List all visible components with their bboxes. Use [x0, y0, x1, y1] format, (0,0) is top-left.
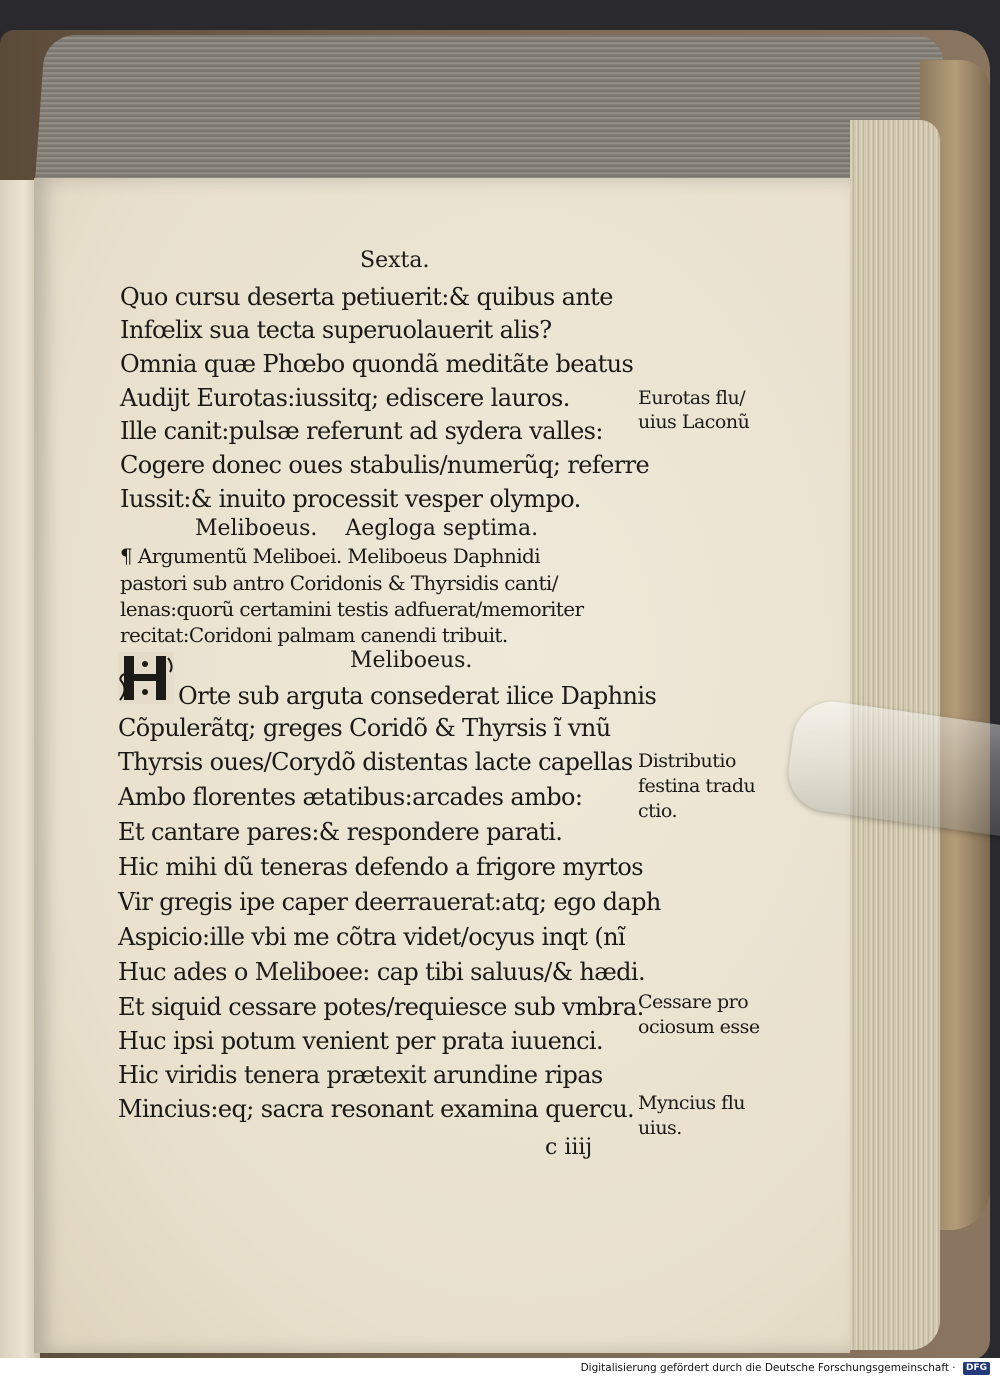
poem-line: Mincius:eq; sacra resonant examina quercu.	[118, 1095, 635, 1123]
poem-line: Et siquid cessare potes/requiesce sub vmbra.	[118, 993, 644, 1021]
poem-line: Huc ades o Meliboee: cap tibi saluus/& hædi.	[118, 958, 646, 986]
text-line: Quo cursu deserta petiuerit:& quibus ante	[120, 283, 613, 311]
marginal-gloss: Myncius flu	[638, 1092, 746, 1114]
page-title: Sexta.	[360, 248, 430, 273]
poem-line: Thyrsis oues/Corydõ distentas lacte capellas	[118, 748, 633, 776]
poem-line: Et cantare pares:& respondere parati.	[118, 818, 563, 846]
funding-credit	[581, 1359, 990, 1377]
marginal-gloss: Cessare pro	[638, 991, 749, 1013]
poem-line: Cõpulerãtq; greges Coridõ & Thyrsis ĩ vnũ	[118, 714, 611, 742]
poem-line: Orte sub arguta consederat ilice Daphnis	[178, 682, 657, 710]
marginal-gloss: uius.	[638, 1117, 682, 1139]
decorated-initial-icon	[118, 652, 174, 704]
argument-line: pastori sub antro Coridonis & Thyrsidis canti/	[120, 571, 558, 595]
section-heading: Meliboeus. Aegloga septima.	[195, 516, 539, 541]
argument-line: recitat:Coridoni palmam canendi tribuit.	[120, 623, 508, 647]
poem-line: Ambo florentes ætatibus:arcades ambo:	[118, 783, 583, 811]
text-line: Cogere donec oues stabulis/numerũq; referre	[120, 451, 650, 479]
poem-line: Hic mihi dũ teneras defendo a frigore myrtos	[118, 853, 643, 881]
page-edges-top	[35, 35, 945, 185]
marginal-gloss: ctio.	[638, 800, 677, 822]
marginal-gloss: ociosum esse	[638, 1016, 760, 1038]
text-line: Ille canit:pulsæ referunt ad sydera valles:	[120, 417, 603, 445]
signature-mark: c iiij	[545, 1135, 593, 1160]
marginal-gloss: festina tradu	[638, 775, 756, 797]
poem-line: Aspicio:ille vbi me cõtra videt/ocyus inqt (nĩ	[118, 923, 626, 951]
poem-line: Vir gregis ipe caper deerrauerat:atq; ego daph	[118, 888, 661, 916]
credit-text: Digitalisierung gefördert durch die Deutsche Forschungsgemeinschaft ·	[580, 1362, 956, 1374]
argument-line: ¶ Argumentũ Meliboei. Meliboeus Daphnidi	[120, 544, 541, 568]
text-line: Iussit:& inuito processit vesper olympo.	[120, 485, 581, 513]
poem-line: Hic viridis tenera prætexit arundine ripas	[118, 1061, 603, 1089]
marginal-gloss: uius Laconũ	[638, 411, 750, 433]
text-line: Infœlix sua tecta superuolauerit alis?	[120, 316, 552, 344]
text-line: Audijt Eurotas:iussitq; ediscere lauros.	[120, 384, 570, 412]
argument-line: lenas:quorũ certamini testis adfuerat/memoriter	[120, 597, 584, 621]
marginal-gloss: Eurotas flu/	[638, 387, 746, 409]
speaker-heading: Meliboeus.	[350, 648, 473, 673]
dfg-logo-icon: DFG	[963, 1362, 990, 1375]
poem-line: Huc ipsi potum venient per prata iuuenci.	[118, 1027, 604, 1055]
text-line: Omnia quæ Phœbo quondã meditãte beatus	[120, 350, 634, 378]
marginal-gloss: Distributio	[638, 750, 736, 772]
